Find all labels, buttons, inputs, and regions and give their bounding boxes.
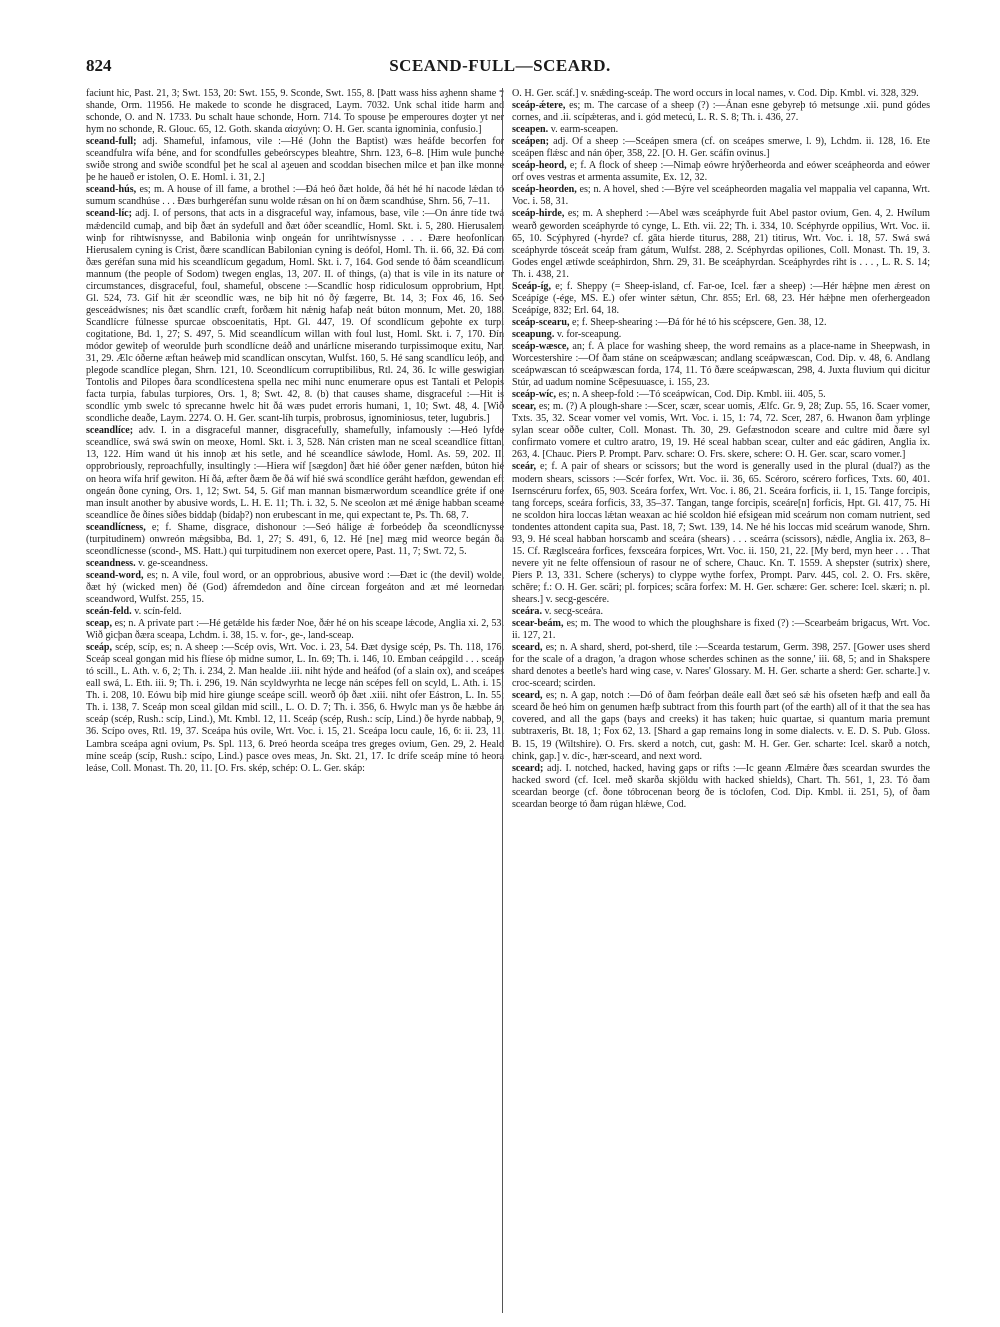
headword: sceáp-heorden, [512, 184, 577, 196]
entry-text: es; n. A private part :—Hé getǽlde his fæder Noe, ðǽr hé on his sceape lǽcode, Anglia xi. 2, 53. Wið gicþan ðæra sceapa, Lchdm. i. 38, 15. v. for-, ge-, land-sceap. [86, 618, 504, 642]
entry-text: e; f. Shame, disgrace, dishonour :—Seó hálige ǽ forbeódeþ ða sceondlícnysse (turpitudinem) onwreón mǽgsibba, Bd. 1, 27; S. 491, 6, 12. Hé [ne] mæg mid weorce begán ða sceondlícnesse (scond-, MS. Hatt.) qui turpitudinem non exercet opere, Past. 11, 7; Swt. 72, 5. [86, 521, 504, 557]
dictionary-entry [512, 763, 930, 811]
dictionary-entry [512, 208, 930, 280]
entry-text: e; f. A pair of shears or scissors; but the word is generally used in the plural (dual?) as the modern shears, scissors :—Scér forfex, Wrt. Voc. ii. 36, 65. Scéroro, scérero forfices, Txts. 60, 401. Isernscéruru forfex, 65, 903. Sceára forfex, Wrt. Voc. i. 86, 21. Sceára forficis, ii. 1, 15. Tange forcipis, tang forceps, sceára forficis, 33, 35–37. Tangan, tange forcipis, sceáre[n] forficis, Hpt. Gl. 417, 75. Hí ne scoldon hira loccas lǽtan weaxan ac hié scoldon hié efsigean mid sceárum non comam nutrient, sed tondentes attondent capita sua, Past. 18, 7; Swt. 139, 14. Ne hé his loccas mid sceárum wanode, Shrn. 93, 9. Hé sceal habban horscamb and sceára (shears) . . . sceárra (scissors), nǽdle, Anglia ix. 263, 8–15. Cf. Ræglsceára forfices, fexsceára forpices, Wrt. Voc. ii. 150, 21, 22. [My berd, myn heer . . . That nevere yit ne felte offensioun of rasour ne of schere, Chauc. Kn. T. 1559. A shepster (sutrix) shere, Piers P. 13, 331. Schere (scherys) to clyppe wythe forfex, Prompt. Parv. 445, col. 2. O. Frs. skēre, schēre; f.: O. H. Ger. scāri; pl. forpices; scāra forfex: M. H. Ger. schære: Ger. schere: Icel. skæri; n. pl. shears.] v. secg-gescére. [512, 461, 930, 605]
entry-text: es; n. A shard, sherd, pot-sherd, tile :—Scearda testarum, Germ. 398, 257. [Gower uses sherd for the scale of a dragon, 'a dragon whose scherdes schinen as the sonne,' iii. 68, 5; and in Shakspere shard denotes a beetle's hard wing case, v. Nares' Glossary. M. H. Ger. scharte a sherd: Ger. scharte.] v. croc-sceard; scirden. [512, 642, 930, 690]
headword: sceard; [512, 762, 544, 774]
headword: sceandlícness, [86, 521, 146, 533]
entry-text: scép, scíp, es; n. A sheep :—Scép ovis, Wrt. Voc. i. 23, 54. Ðæt dysige scép, Ps. Th. 118, 176. Sceáp sceal gongan mid his flíese óþ midne sumor, L. In. 69; Th. i. 146, 10. Emban ceápgild . . . sceáp tó scill., L. Ath. v. 6, 2; Th. i. 234, 2. Man healde .iii. niht hýde and heáfod (of a slain ox), and sceápes eall swá, L. Eth. iii. 9; Th. i. 296, 19. Nán scyldwyrhta ne lecge nán scépes fell on scyld, L. Ath. i. 15; Th. i. 208, 10. Eówu biþ mid hire giunge sceápe scill. weorð óþ ðæt .xiii. niht ofer Eástron, L. In. 55; Th. i. 138, 7. Sceáp mon sceal gildan mid scill., L. O. D. 7; Th. i. 356, 6. Hwylc man ys ðe hæbbe án sceáp (scép, Rush.: scíp, Lind.), Mt. Kmbl. 12, 11. Sceáp (scép, Rush.: scíp, Lind.) ðe hyrde nabbaþ, 9, 36. Scípo oves, Rtl. 19, 37. Sceápa hús ovile, Wrt. Voc. i. 15, 21. Sceápa locu caule, 16, 6: ii. 23, 11. Lambra sceápa agni ovium, Ps. Spl. 113, 6. Þreó heorda sceápa tres greges ovium, Gen. 29, 2. Heald míne sceáp (scíp, Rush.: scípo, Lind.) pasce oves meas, Jn. Skt. 21, 17. Ic drífe sceáp míne tó heora leáse, Coll. Monast. Th. 20, 11. [O. Frs. skép, schép: O. L. Ger. skáp: [86, 642, 504, 774]
dictionary-entry [86, 570, 504, 606]
headword: sceár, [512, 461, 537, 473]
entry-text: es; m. The carcase of a sheep (?) :—Ánan esne gebyreþ tó metsunge .xii. pund gódes cornes, and .ii. scípǽteras, and i. gód metecú, L. R. S. 8; Th. i. 436, 27. [512, 100, 930, 124]
dictionary-entry [86, 606, 504, 618]
entry-text: adj. Shameful, infamous, vile :—Hé (John the Baptist) wæs heáfde becorfen for sceandfulra wífa béne, and for scondfulles gebeórscypes bleahtre, Shrn. 123, 6–8. [Him wule þunche swiðe strong and swiðe scondful þet he scal al aȝeuen and scoddan bisechen milce et þan ilke monne þe he haueð er istolen, O. E. Homl. i. 31, 2.] [86, 136, 504, 184]
dictionary-entry [512, 401, 930, 461]
dictionary-entry [512, 341, 930, 389]
headword: sceard, [512, 642, 543, 654]
entry-text: es; n. A gap, notch :—Dó of ðam feórþan deále eall ðæt seó sǽ his ofseten hæfþ and eall ða sceard ðe heó him on genumen hæfþ subtract from this fourth part (of the earth) all of it that the sea has covered, and all the gaps (bays and creeks) it has taken; huic quartae, si quantum maria premunt subtraxeris, Bt. 18, 1; Fox 62, 13. [Shard a gap remains long in some dialects. v. E. D. S. Pub. Gloss. B. 15, 19 (Wiltshire). O. Frs. skerd a notch, cut, gash: M. H. Ger. Ger. scharte: Icel. skarð a notch, chink, gap.] v. díc-, hær-sceard, and next word. [512, 690, 930, 762]
dictionary-entry [86, 618, 504, 642]
entry-text: adv. I. in a disgraceful manner, disgracefully, shamefully, infamously :—Heó lyfde sceandlíce, swá swá swín on meoxe, Homl. Skt. i. 3, 528. Nán cristen man ne sceal sceandlíce fíttan, 13, 122. Hím wand út his innoþ æt his setle, and hé sceandlíce sáwlode, Homl. As. 59, 202. II. opprobriously, reproachfully, insultingly :—Hiera wíf [sægdon] ðæt hié óðer gener næfden, búton hié on heora wífa hrif gewiton. Hí ðá, æfter ðæm ðe ðá wíf hié swá scondlíce geráht hæfdon, gewendan eft ongeán ðone cyning, Ors. 1, 12; Swt. 54, 5. Gif man mannan bismærwordum sceandlíce gréte if one man insult another by abusive words, L. H. E. 11; Th. i. 32, 5. Ne sceolon æt mé ǽnige habban sceame sceandlíce ðe ðínes síðes biddaþ (bídaþ?) non erubescant in me, qui expectant te, Ps. Th. 68, 7. [86, 425, 504, 521]
headword: sceard, [512, 690, 543, 702]
dictionary-entry [86, 88, 504, 136]
dictionary-entry [86, 425, 504, 521]
entry-text: e; f. A flock of sheep :—Nimaþ eówre hrýðerheorda and eówer sceápheorda and eówer orf oves vestras et armenta assumite, Ex. 12, 32. [512, 160, 930, 184]
entry-text: v. earm-sceapen. [548, 124, 619, 136]
entry-text: v. for-sceapung. [554, 328, 622, 340]
headword: sceáp-hirde, [512, 208, 565, 220]
entry-text: es; n. A hovel, shed :—Býre vel sceápheorden magalia vel mappalia vel capanna, Wrt. Voc. i. 58, 31. [512, 184, 930, 208]
headword: sceán-feld. [86, 606, 132, 618]
entry-text: es; m. A house of ill fame, a brothel :—Ðá heó ðæt holde, ðá hét hé hí nacode lǽdan tó sumum scandhúse . . . Ðæs burhgeréfan sunu wolde rǽsan on hí on ðæm scandhúse, Shrn. 56, 7–11. [86, 184, 504, 208]
dictionary-entry [86, 558, 504, 570]
entry-text: an; f. A place for washing sheep, the word remains as a place-name in Sheepwash, in Worcestershire :—Of ðam stáne on sceápwæscan; andlang sceápwæscan, Cod. Dip. v. 48, 6. Andlang sceápwæscan tó sceápwæscan forda, 174, 11. Tó ðære sceápwæscan, 298, 4. Juxta fluvium qui dicitur Stúr, ad uadum nomine Scēpesuuasce, i. 155, 23. [512, 340, 930, 389]
dictionary-entry [86, 184, 504, 208]
column-divider [502, 88, 503, 1313]
running-head: SCEAND-FULL—SCEARD. [389, 56, 611, 75]
headword: sceáp-heord, [512, 160, 567, 172]
headword: sceáp, [86, 642, 113, 654]
dictionary-entry [86, 208, 504, 425]
entry-text: adj. I. notched, hacked, having gaps or rifts :—Ic geann Ælmǽre ðæs sceardan swurdes the hacked sword (cf. Icel. með skarða skjöldu with hacked shields), Chart. Th. 561, 1, 23. Tó ðam sceardan beorge (cf. ðone tóbrocenan beorg ðe is tóclofen, Cod. Dip. Kmbl. ii. 251, 5), of ðam sceardan beorge tó ðam rúgan hlǽwe, Cod. [512, 762, 930, 810]
entry-text: v. ge-sceandness. [135, 557, 208, 569]
page-number: 824 [86, 56, 112, 75]
entry-text: v. secg-sceára. [542, 606, 603, 618]
dictionary-entry [86, 642, 504, 775]
headword: sceand-líc; [86, 208, 132, 220]
headword: sceapung. [512, 328, 555, 340]
dictionary-entry [512, 389, 930, 401]
right-column [512, 88, 930, 1313]
headword: sceapen. [512, 124, 549, 136]
entry-text: O. H. Ger. scáf.] v. snǽding-sceáp. The word occurs in local names, v. Cod. Dip. Kmbl. vi. 328, 329. [512, 88, 919, 99]
page-header [86, 56, 914, 80]
headword: sceap, [86, 618, 113, 630]
headword: sceára. [512, 606, 542, 618]
dictionary-entry [512, 184, 930, 208]
entry-text: e; f. Sheppy (= Sheep-island, cf. Far-oe, Icel. fær a sheep) :—Hér hǽþne men ǽrest on Sceápíge (-ége, MS. E.) ofer winter sǽtun, Chr. 855; Erl. 68, 23. Hér hǽþne men oferhergeadon Sceápíge, 832; Erl. 64, 18. [512, 280, 930, 316]
headword: Sceáp-íg, [512, 280, 551, 292]
headword: sceáp-wíc, [512, 389, 557, 401]
dictionary-entry [512, 642, 930, 690]
dictionary-entry [512, 124, 930, 136]
headword: sceandlíce; [86, 425, 134, 437]
dictionary-entry [512, 160, 930, 184]
dictionary-entry [512, 88, 930, 100]
dictionary-entry [86, 136, 504, 184]
entry-text: adj. I. of persons, that acts in a disgraceful way, infamous, base, vile :—On ánre tíde twá mǽdencild cumaþ, and biþ ðæt án sydefull and ðæt óðer sceandlíc, Homl. Skt. i. 5, 280. Hierusalem winþ for rihtwísnysse, and Babilonia winþ ongeán for unrihtwísnysse . . . Ðære heofonlícan Hierusalem cyning is Crist, ðære scandlícan Babilonian cyning is deófol, Homl. Th. ii. 66, 32. Ðá com ðæs geréfan suna mid his sceandlícum gegadum, Homl. Skt. i. 7, 164. God sende tó ðám sceandlícum mannum (the people of Sodom) twegen englas, 13, 207. II. of things, (a) that is vile in its nature or circumstances, disgraceful, foul, shameful, obscene :—Scandlíc hosp ridiculosum opprobrium, Hpt. Gl. 524, 73. Gif hit ǽr sceondlíc wæs, ne biþ hit nó ðý fægerre, Bt. 14, 3; Fox 46, 16. Seó gesceádwísnes; nis ðæt scandlíc cræft, forðæm hit nǽnig hafaþ neát búton monnum, Met. 20, 188. Scandlícre fúlnesse spurcae obscoenitatis, Hpt. Gl. 447, 19. Of scondlícum geþohte ex turpi cogitatione, Bd. 1, 27; S. 497, 5. Mid sceandlícum willan with foul lust, Homl. Skt. i. 7, 170. Ðín módor gewiteþ of weorulde þurh scondlícne deáð and unárlícne miserando turpissimoque exitu, Nar. 31, 29. Ælc óðerne æftan heáweþ mid scandlícan onscytan, Wulfst. 160, 5. Hé sang scandlícu leóþ, and plegode scandlíce plegan, Shrn. 121, 10. Sceondlícum corruptibilibus, Rtl. 24, 36. Ic wille geswigian Tontolis and Pilopes ðara scondlícestena spella nec mihi nunc enumerare opus est Tantali et Pelopis facta turpia, fabulas turpiores, Ors. 1, 8; Swt. 42, 8. (b) that causes shame, disgraceful :—Hit is scondlíc ymb swelc tó sprecanne hwelc hit ðá wæs pudet erroris humani, 1, 10; Swt. 48, 4. [Wið scondliche deaðe, Laym. 2274. O. H. Ger. scant-líh turpis, probrosus, ignominiosus, teter, lugubris.] [86, 208, 504, 425]
headword: sceandness. [86, 557, 136, 569]
dictionary-entry [86, 522, 504, 558]
headword: sceáp-scearu, [512, 316, 570, 328]
dictionary-entry [512, 606, 930, 618]
entry-text: es; m. A shepherd :—Abel wæs sceáphyrde fuit Abel pastor ovium, Gen. 4, 2. Hwílum wearð geworden sceáphyrde tó cynge, L. Eth. vii. 22; Th. i. 334, 10. Scéphyrde oppilius, Wrt. Voc. ii. 65, 10. Scýphyred (-hyrde? cf. gāta hierde titurus, 288, 21) titirus, Wrt. Voc. i. 18, 57. Swá swá sceáphyrde tósceát sceáp fram gátum, Wulfst. 288, 2. Scéphyrdas opiliones, Coll. Monast. Th. 19, 3. Godes engel ætíwde sceáphirdon, Shrn. 29, 31. Be sceáphyrdan. Sceáphyrdes riht is . . . , L. R. S. 14; Th. i. 438, 21. [512, 208, 930, 280]
headword: sceáp-ǽtere, [512, 100, 566, 112]
entry-text: e; f. Sheep-shearing :—Ðá fór hé tó his scépscere, Gen. 38, 12. [569, 316, 827, 328]
entry-text: faciunt hic, Past. 21, 3; Swt. 153, 20: Swt. 155, 9. Sconde, Swt. 155, 8. [Þatt wass hiss aȝhenn shame ⁊ shande, Orm. 11956. He makede to sconde he disgraced, Laym. 7032. Unk schal itide harm and schonde, O. and N. 1733. Þu schalt haue schonde, Horn. 714. To spouse þe emperoures doȝter yt ner hym no schonde, R. Glouc. 65, 12. Goth. skanda αἰσχύνη: O. H. Ger. scanta ignominia, confusio.] [86, 88, 504, 136]
headword: sceand-word, [86, 569, 144, 581]
headword: scear, [512, 401, 537, 413]
dictionary-entry [512, 329, 930, 341]
entry-text: v. scín-feld. [131, 606, 182, 618]
dictionary-entry [512, 690, 930, 762]
dictionary-entry [512, 100, 930, 124]
headword: sceand-hús, [86, 184, 137, 196]
entry-text: es; n. A sheep-fold :—Tó sceápwícan, Cod. Dip. Kmbl. iii. 405, 5. [556, 389, 826, 401]
headword: sceáp-wæsce, [512, 340, 569, 352]
headword: scear-beám, [512, 618, 564, 630]
dictionary-entry [512, 618, 930, 642]
headword: sceápen; [512, 136, 550, 148]
dictionary-entry [512, 136, 930, 160]
left-column [86, 88, 504, 1313]
entry-text: es; m. The wood to which the ploughshare is fixed (?) :—Scearbeám brigacus, Wrt. Voc. ii. 127, 21. [512, 618, 930, 642]
dictionary-entry [512, 461, 930, 606]
headword: sceand-full; [86, 136, 137, 148]
entry-text: es; m. (?) A plough-share :—Scer, scær, scear uomis, Ælfc. Gr. 9, 28; Zup. 55, 16. Scaer vomer, Txts. 35, 32. Scear vomer vel vomis, Wrt. Voc. i. 15, 1: 74, 72. Scer, 287, 6. Hwanon ðam yrþlinge sylan scear oððe culter, Coll. Monast. Th. 30, 29. Gefæstnodon sceare and cultre mid ðære syl confirmato vomere et cultro aratro, 19, 19. Hé sceal habban scear, culter and eác gádiren, Anglia ix. 263, 4. [Chauc. Piers P. Prompt. Parv. schare: O. Frs. skere, schere: O. H. Ger. scar, scaro vomer.] [512, 401, 930, 461]
entry-text: adj. Of a sheep :—Sceápen smera (cf. on sceápes smerwe, l. 9), Lchdm. ii. 128, 16. Ete sceápen flǽsc and nán óþer, 358, 22. [O. H. Ger. scáfín ovinus.] [512, 136, 930, 160]
dictionary-entry [512, 317, 930, 329]
dictionary-entry [512, 281, 930, 317]
entry-text: es; n. A vile, foul word, or an opprobrious, abusive word :—Ðæt ic (the devil) wolde, ðæt hý (wicked men) ðé (God) áfremdedon and ðíne circean forgeáton and æt mé leornedan sceandword, Wulfst. 255, 15. [86, 569, 504, 605]
